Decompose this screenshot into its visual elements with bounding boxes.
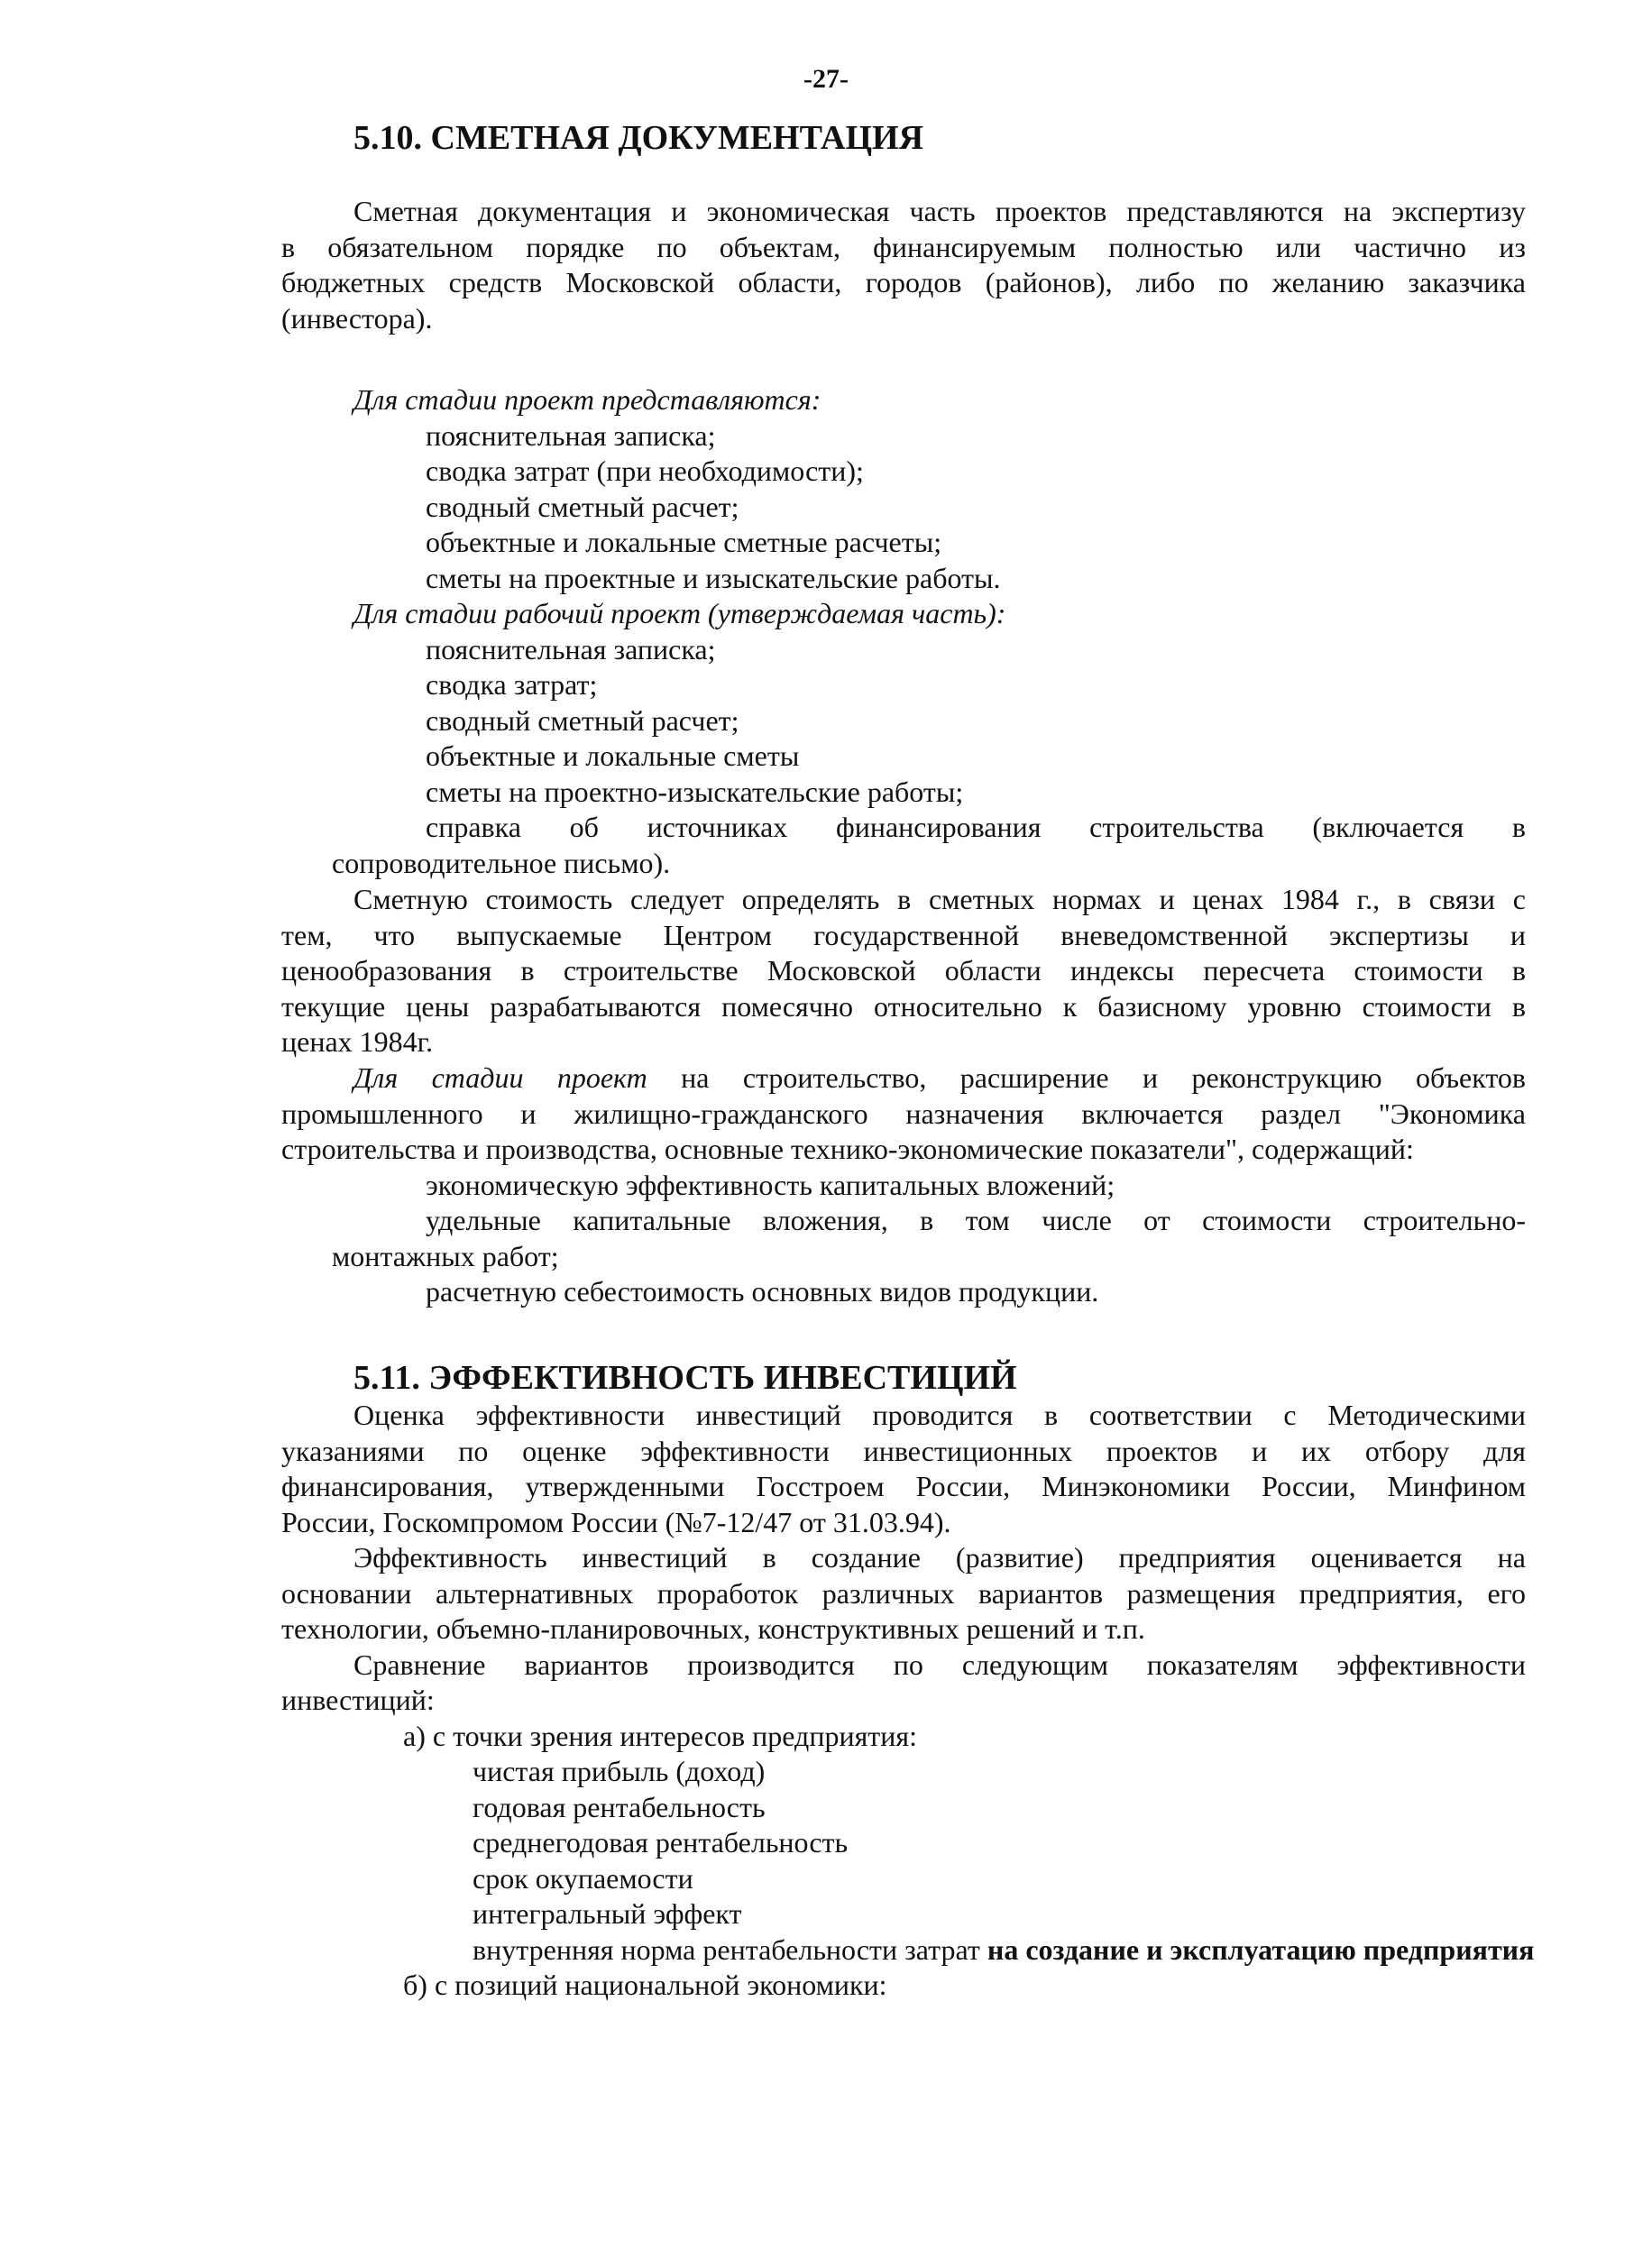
section-5-11-heading: 5.11. ЭФФЕКТИВНОСТЬ ИНВЕСТИЦИЙ <box>353 1359 1017 1397</box>
list-item: среднегодовая рентабельность <box>473 1826 849 1859</box>
list-item: сводный сметный расчет; <box>426 490 739 523</box>
list-item: пояснительная записка; <box>426 418 716 452</box>
economics-paragraph <box>281 1060 1526 1310</box>
text-line: Оценка эффективности инвестиций проводится в соответствии с Методическими <box>353 1399 1526 1431</box>
stage-working-label: Для стадии рабочий проект (утверждаемая часть): <box>353 597 1006 629</box>
text-line: технологии, объемно-планировочных, конструктивных решений и т.п. <box>281 1612 1145 1645</box>
text-line: ценообразования в строительстве Московской области индексы пересчета стоимости в <box>281 954 1526 987</box>
text-line: Эффективность инвестиций в создание (развитие) предприятия оценивается на <box>353 1541 1526 1574</box>
text-line: Сметная документация и экономическая часть проектов представляются на экспертизу <box>353 195 1526 227</box>
list-item: годовая рентабельность <box>473 1790 766 1823</box>
list-item: удельные капитальные вложения, в том числе от стоимости строительно- <box>426 1204 1526 1236</box>
text-line: Сравнение вариантов производится по следующим показателям эффективности <box>353 1648 1526 1681</box>
list-item: справка об источниках финансирования строительства (включается в <box>426 811 1526 843</box>
list-item: срок окупаемости <box>473 1861 693 1895</box>
list-item: экономическую эффективность капитальных вложений; <box>426 1168 1115 1201</box>
text-line: тем, что выпускаемые Центром государственной вневедомственной экспертизы и <box>281 918 1526 951</box>
group-a-label: а) с точки зрения интересов предприятия: <box>403 1719 917 1752</box>
stage-lists <box>281 382 1526 881</box>
text-line: ценах 1984г. <box>281 1025 434 1058</box>
list-item: монтажных работ; <box>332 1239 559 1272</box>
list-item: сводка затрат; <box>426 668 598 701</box>
list-item: пояснительная записка; <box>426 632 716 666</box>
text-line <box>281 1060 1526 1097</box>
text-line: (инвестора). <box>281 301 433 335</box>
cost-paragraph <box>281 882 1526 1060</box>
stage-project-label: Для стадии проект представляются: <box>353 383 821 416</box>
list-item: сметы на проектные и изыскательские работы. <box>426 561 1001 594</box>
list-item: сводка затрат (при необходимости); <box>426 454 864 487</box>
text-span: внутренняя норма рентабельности затрат <box>473 1932 987 1966</box>
text-span-bold: на создание и эксплуатацию предприятия <box>987 1932 1535 1966</box>
list-item: объектные и локальные сметы <box>426 739 800 772</box>
text-line: текущие цены разрабатываются помесячно относительно к базисному уровню стоимости в <box>281 989 1526 1023</box>
list-item: сводный сметный расчет; <box>426 703 739 737</box>
stage-project-italic: Для стадии проект <box>353 1061 647 1094</box>
text-line: в обязательном порядке по объектам, финансируемым полностью или частично из <box>281 230 1526 263</box>
group-b-label: б) с позиций национальной экономики: <box>403 1969 887 2001</box>
section-5-10-body <box>281 194 1526 336</box>
text-line: финансирования, утвержденными Госстроем России, Минэкономики России, Минфином <box>281 1470 1526 1502</box>
list-item: интегральный эффект <box>473 1897 742 1930</box>
text-line: основании альтернативных проработок различных вариантов размещения предприятия, его <box>281 1576 1526 1610</box>
list-item: сопроводительное письмо). <box>332 846 671 879</box>
text-line: России, Госкомпромом России (№7-12/47 от 31.03.94). <box>281 1505 951 1538</box>
list-item: объектные и локальные сметные расчеты; <box>426 526 942 558</box>
section-5-11-body <box>281 1398 1535 2004</box>
text-span: на строительство, расширение и реконструкцию объектов <box>647 1061 1527 1094</box>
text-line: бюджетных средств Московской области, городов (районов), либо по желанию заказчика <box>281 266 1526 298</box>
list-item: сметы на проектно-изыскательские работы; <box>426 775 964 808</box>
list-item: чистая прибыль (доход) <box>473 1755 766 1787</box>
text-line: указаниями по оценке эффективности инвестиционных проектов и их отбору для <box>281 1434 1526 1467</box>
list-item <box>281 1932 1535 1969</box>
section-5-10-heading: 5.10. СМЕТНАЯ ДОКУМЕНТАЦИЯ <box>353 119 924 157</box>
text-line: строительства и производства, основные технико-экономические показатели", содержащий: <box>281 1133 1414 1165</box>
text-line: промышленного и жилищно-гражданского назначения включается раздел "Экономика <box>281 1097 1526 1130</box>
text-line: инвестиций: <box>281 1684 435 1716</box>
text-line: Сметную стоимость следует определять в сметных нормах и ценах 1984 г., в связи с <box>353 883 1526 915</box>
page-number: -27- <box>803 64 849 94</box>
list-item: расчетную себестоимость основных видов продукции. <box>426 1275 1099 1308</box>
